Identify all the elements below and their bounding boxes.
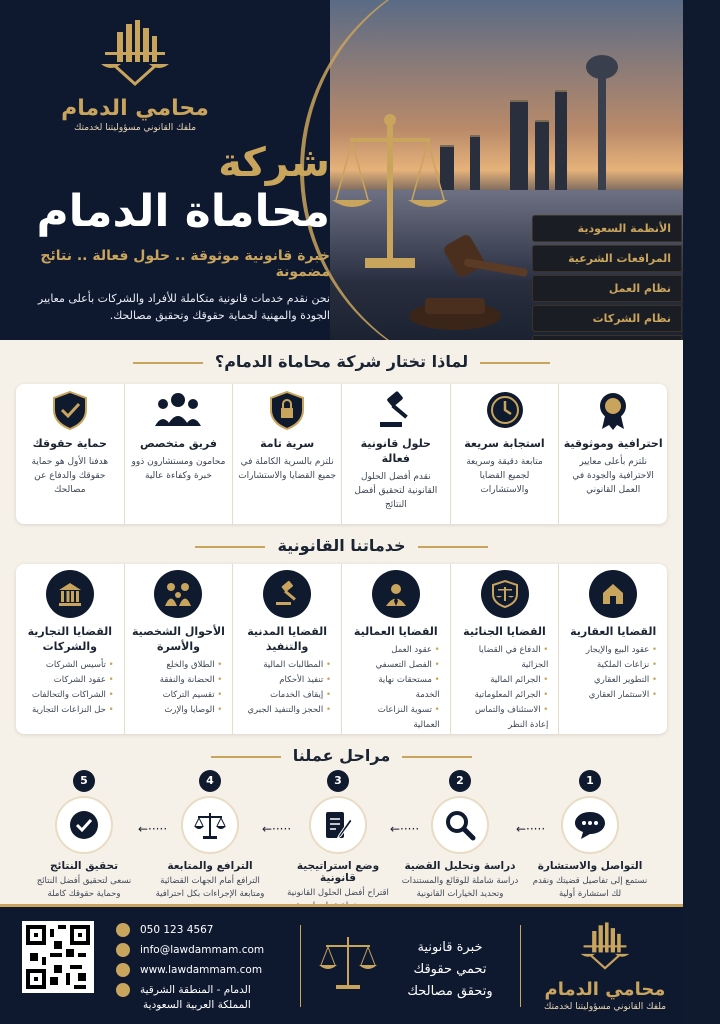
- why-card-desc: نقدم أفضل الحلول القانونية لتحقيق أفضل النتائج: [354, 472, 438, 510]
- slogan-line: خبرة قانونية: [417, 940, 483, 955]
- service-list-item: • عقود البيع والإيجار: [569, 643, 657, 658]
- service-list: [20, 658, 120, 718]
- why-card-title: احترافية وموثوقية: [563, 437, 663, 450]
- check-circle-icon: [68, 809, 100, 841]
- contact-info: [116, 923, 286, 1019]
- service-list-item: • التطوير العقاري: [569, 673, 657, 688]
- why-card-title: حماية حقوقك: [32, 437, 107, 450]
- scales-of-justice-icon: [318, 933, 378, 993]
- worker-icon: [383, 581, 409, 607]
- footer-slogan: [395, 937, 505, 1003]
- hero-description: نحن نقدم خدمات قانونية متكاملة للأفراد والشركات بأعلى معايير الجودة والمهنية لحماية حقوقك وتحقيق مصالحك.: [37, 292, 330, 322]
- gavel-icon: [405, 228, 535, 333]
- email-address: info@lawdammam.com: [140, 944, 265, 956]
- service-title: القضايا العمالية: [353, 625, 438, 638]
- step-desc: نسعى لتحقيق أفضل النتائج وحماية حقوقك كاملة: [36, 876, 132, 899]
- logo-emblem-icon: [575, 921, 635, 971]
- service-title: القضايا التجارية والشركات: [27, 625, 113, 653]
- why-card-title: سرية تامة: [260, 437, 315, 450]
- service-list-item: • الحضانة والنفقة: [135, 673, 223, 688]
- service-list-item: • حل النزاعات التجارية: [26, 703, 114, 718]
- why-card-desc: هدفنا الأول هو حماية حقوقك والدفاع عن مصالحك: [31, 457, 109, 495]
- clock-icon: [485, 390, 525, 430]
- service-list-item: • الفصل التعسفي: [352, 658, 440, 673]
- service-list-item: • الجرائم المعلوماتية: [461, 688, 549, 703]
- hero-text-block: [20, 140, 330, 324]
- arrow-left-icon: ←·····: [138, 822, 168, 836]
- service-list-item: • مستحقات نهاية الخدمة: [352, 673, 440, 703]
- why-card: [16, 384, 124, 524]
- arrow-left-icon: ←·····: [262, 822, 292, 836]
- qr-code-icon[interactable]: [22, 921, 94, 993]
- service-card[interactable]: [16, 564, 124, 734]
- hero-banner: [0, 0, 683, 340]
- document-pen-icon: [323, 809, 353, 841]
- phone-row[interactable]: [116, 923, 286, 937]
- services-section-title: خدماتنا القانونية: [0, 536, 683, 555]
- logo-emblem-icon: [95, 18, 175, 88]
- why-cards-row: [16, 384, 667, 524]
- gavel-icon: [376, 390, 416, 430]
- step-item: [150, 770, 270, 901]
- hero-heading-line1: شركة: [218, 140, 330, 186]
- hero-tagline: خبرة قانونية موثوقة .. حلول فعالة .. نتائج مضمونة: [40, 248, 330, 280]
- why-card-desc: نلتزم بأعلى معايير الاحترافية والجودة في العمل القانوني: [572, 457, 654, 495]
- footer-brand-logo: [540, 921, 670, 1012]
- step-number: 2: [449, 770, 471, 792]
- services-cards-row: [16, 564, 667, 734]
- email-icon: [116, 943, 130, 957]
- step-number: 5: [73, 770, 95, 792]
- step-number: 4: [199, 770, 221, 792]
- service-title: الأحوال الشخصية والأسرة: [132, 625, 225, 653]
- step-title: الترافع والمتابعة: [167, 860, 253, 872]
- steps-section-title: مراحل عملنا: [0, 746, 683, 765]
- service-list: [346, 643, 446, 733]
- address-line: المملكة العربية السعودية: [143, 999, 251, 1011]
- service-list-item: • الشراكات والتحالفات: [26, 688, 114, 703]
- award-badge-icon: [594, 390, 632, 430]
- step-desc: نستمع إلى تفاصيل قضيتك ونقدم لك استشارة أولية: [532, 876, 648, 899]
- book-spine: الأنظمة السعودية: [532, 215, 682, 242]
- service-list-item: • نزاعات الملكية: [569, 658, 657, 673]
- service-list-item: • الاستئناف والتماس إعادة النظر: [461, 703, 549, 733]
- why-card-title: استجابة سريعة: [464, 437, 545, 450]
- why-section-title: لماذا تختار شركة محاماة الدمام؟: [0, 352, 683, 371]
- brand-name: محامي الدمام: [61, 96, 209, 121]
- service-list-item: • الطلاق والخلع: [135, 658, 223, 673]
- service-list-item: • تنفيذ الأحكام: [243, 673, 331, 688]
- why-card: [558, 384, 667, 524]
- building-icon: [57, 581, 83, 607]
- hero-heading-line2: محاماة الدمام: [36, 186, 330, 237]
- service-list-item: • عقود الشركات: [26, 673, 114, 688]
- why-card-desc: نلتزم بالسرية الكاملة في جميع القضايا والاستشارات: [238, 457, 337, 481]
- chat-icon: [573, 810, 607, 840]
- brand-logo: [60, 18, 210, 133]
- team-icon: [153, 390, 203, 430]
- step-number: 3: [327, 770, 349, 792]
- step-title: وضع استراتيجية قانونية: [296, 860, 380, 884]
- address-row: [116, 983, 286, 1013]
- footer-divider: [300, 925, 301, 1007]
- why-card-desc: متابعة دقيقة وسريعة لجميع القضايا والاستشارات: [466, 457, 543, 495]
- step-title: التواصل والاستشارة: [537, 860, 643, 872]
- service-title: القضايا العقارية: [570, 625, 657, 638]
- email-row[interactable]: [116, 943, 286, 957]
- service-card[interactable]: [232, 564, 341, 734]
- service-card[interactable]: [558, 564, 667, 734]
- book-spine: المرافعات الشرعية: [532, 245, 682, 272]
- service-list-item: • إيقاف الخدمات: [243, 688, 331, 703]
- lock-shield-icon: [269, 390, 305, 430]
- step-desc: دراسة شاملة للوقائع والمستندات وتحديد الخيارات القانونية: [401, 876, 519, 899]
- service-list-item: • تقسيم التركات: [135, 688, 223, 703]
- service-list-item: • الوصايا والإرث: [135, 703, 223, 718]
- brand-name: محامي الدمام: [544, 979, 666, 1000]
- step-title: دراسة وتحليل القضية: [404, 860, 516, 872]
- service-title: القضايا الجنائية: [463, 625, 546, 638]
- arrow-left-icon: ←·····: [390, 822, 420, 836]
- step-title: تحقيق النتائج: [49, 860, 119, 872]
- scales-shield-icon: [492, 580, 518, 608]
- brand-tagline: ملفك القانوني مسؤوليتنا لخدمتك: [543, 1002, 667, 1012]
- service-list: [455, 643, 555, 733]
- service-list-item: • الجرائم المالية: [461, 673, 549, 688]
- service-list: [129, 658, 229, 718]
- service-list-item: • الاستثمار العقاري: [569, 688, 657, 703]
- service-list: [563, 643, 663, 703]
- book-spine: نظام العمل: [532, 275, 682, 302]
- service-list: [237, 658, 337, 718]
- why-card: [341, 384, 450, 524]
- service-card[interactable]: [450, 564, 559, 734]
- footer-divider: [520, 925, 521, 1007]
- step-item: [278, 770, 398, 913]
- why-card-title: حلول قانونية فعالة: [360, 437, 431, 465]
- slogan-line: وتحقق مصالحك: [407, 984, 493, 999]
- service-list-item: • الحجز والتنفيذ الجبري: [243, 703, 331, 718]
- service-list-item: • المطالبات المالية: [243, 658, 331, 673]
- main-content: [0, 340, 683, 904]
- why-card-desc: محامون ومستشارون ذوو خبرة وكفاءة عالية: [131, 457, 226, 481]
- footer: [0, 904, 683, 1024]
- step-number: 1: [579, 770, 601, 792]
- slogan-line: تحمي حقوقك: [413, 962, 487, 977]
- service-title: القضايا المدنية والتنفيذ: [247, 625, 328, 653]
- work-steps: [10, 770, 673, 900]
- family-icon: [163, 581, 193, 607]
- why-card-title: فريق متخصص: [139, 437, 217, 450]
- service-list-item: • الدفاع في القضايا الجزائية: [461, 643, 549, 673]
- book-spine: نظام الشركات: [532, 305, 682, 332]
- service-list-item: • تسوية النزاعات العمالية: [352, 703, 440, 733]
- website-link: www.lawdammam.com: [140, 964, 263, 976]
- service-card[interactable]: [124, 564, 233, 734]
- gavel-icon: [274, 581, 300, 607]
- address-line: الدمام - المنطقة الشرقية: [140, 984, 251, 996]
- step-desc: اقتراح أفضل الحلول القانونية: [287, 888, 389, 898]
- step-item: [24, 770, 144, 901]
- step-desc: الترافع أمام الجهات القضائية ومتابعة الإجراءات بكل احترافية: [155, 876, 265, 899]
- service-list-item: • عقود العمل: [352, 643, 440, 658]
- brand-tagline: ملفك القانوني مسؤوليتنا لخدمتك: [73, 123, 197, 133]
- location-pin-icon: [116, 983, 130, 997]
- website-row[interactable]: [116, 963, 286, 977]
- service-list-item: • تأسيس الشركات: [26, 658, 114, 673]
- why-card: [124, 384, 233, 524]
- service-card[interactable]: [341, 564, 450, 734]
- search-icon: [444, 809, 476, 841]
- phone-icon: [116, 923, 130, 937]
- check-shield-icon: [52, 390, 88, 430]
- phone-number: 050 123 4567: [140, 924, 214, 936]
- step-item: [530, 770, 650, 901]
- globe-icon: [116, 963, 130, 977]
- why-card: [232, 384, 341, 524]
- arrow-left-icon: ←·····: [516, 822, 546, 836]
- scales-icon: [193, 810, 227, 840]
- house-icon: [600, 581, 626, 607]
- why-card: [450, 384, 559, 524]
